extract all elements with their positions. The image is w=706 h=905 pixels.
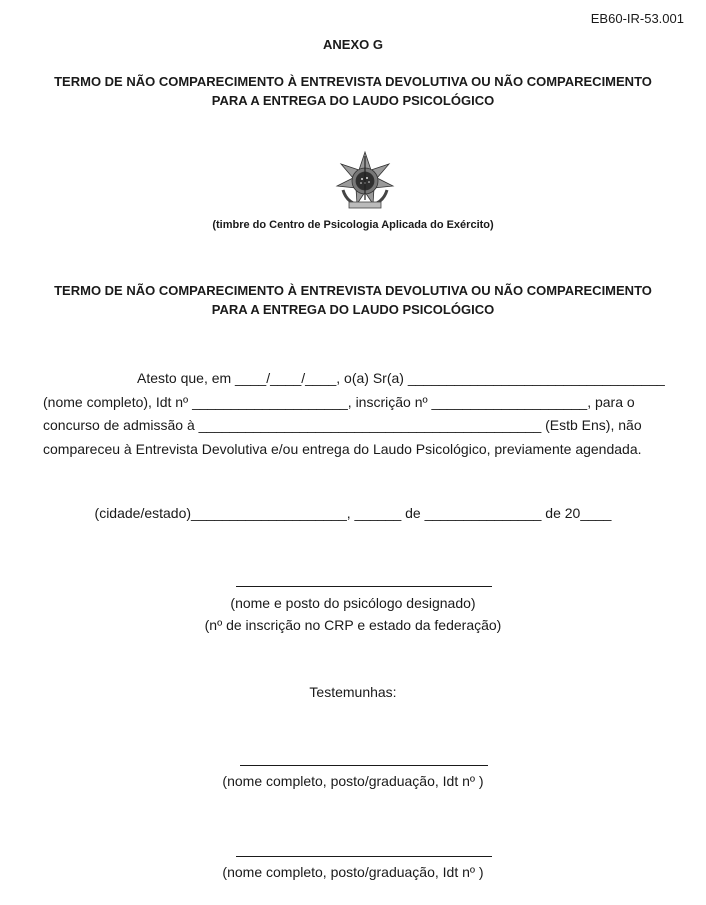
witness-1-signature-line: [240, 765, 488, 766]
header-title: [0, 72, 706, 110]
witness-2-signature-line: [236, 856, 492, 857]
attestation-line-1: Atesto que, em ____/____/____, o(a) Sr(a) _________________________________: [137, 370, 665, 386]
form-title-line-1: TERMO DE NÃO COMPARECIMENTO À ENTREVISTA DEVOLUTIVA OU NÃO COMPARECIMENTO: [54, 283, 652, 298]
psychologist-crp-label: (nº de inscrição no CRP e estado da federação): [204, 617, 502, 633]
annex-title: ANEXO G: [323, 37, 383, 52]
psychologist-name-label: (nome e posto do psicólogo designado): [230, 595, 476, 611]
witness-1-label: (nome completo, posto/graduação, Idt nº ): [222, 773, 484, 789]
form-title-line-2: PARA A ENTREGA DO LAUDO PSICOLÓGICO: [211, 302, 495, 317]
attestation-line-4: compareceu à Entrevista Devolutiva e/ou entrega do Laudo Psicológico, previamente agendada.: [43, 440, 642, 457]
witnesses-label: Testemunhas:: [309, 684, 397, 700]
form-title: [0, 281, 706, 319]
letterhead-caption: (timbre do Centro de Psicologia Aplicada do Exército): [212, 219, 494, 231]
witness-2-label: (nome completo, posto/graduação, Idt nº ): [222, 864, 484, 880]
attestation-line-3: concurso de admissão à ____________________________________________ (Estb Ens), não: [43, 417, 642, 433]
attestation-paragraph: [43, 367, 685, 461]
header-title-line-2: PARA A ENTREGA DO LAUDO PSICOLÓGICO: [211, 93, 495, 108]
psychologist-signature-labels: [0, 592, 706, 636]
place-date-line: (cidade/estado)____________________, ______ de _______________ de 20____: [94, 505, 612, 521]
attestation-line-2: (nome completo), Idt nº ____________________, inscrição nº ____________________, para o: [43, 393, 635, 410]
psychologist-signature-line: [236, 586, 492, 587]
coat-of-arms-icon: [333, 150, 397, 212]
document-code: EB60-IR-53.001: [590, 11, 684, 26]
header-title-line-1: TERMO DE NÃO COMPARECIMENTO À ENTREVISTA DEVOLUTIVA OU NÃO COMPARECIMENTO: [54, 74, 652, 89]
